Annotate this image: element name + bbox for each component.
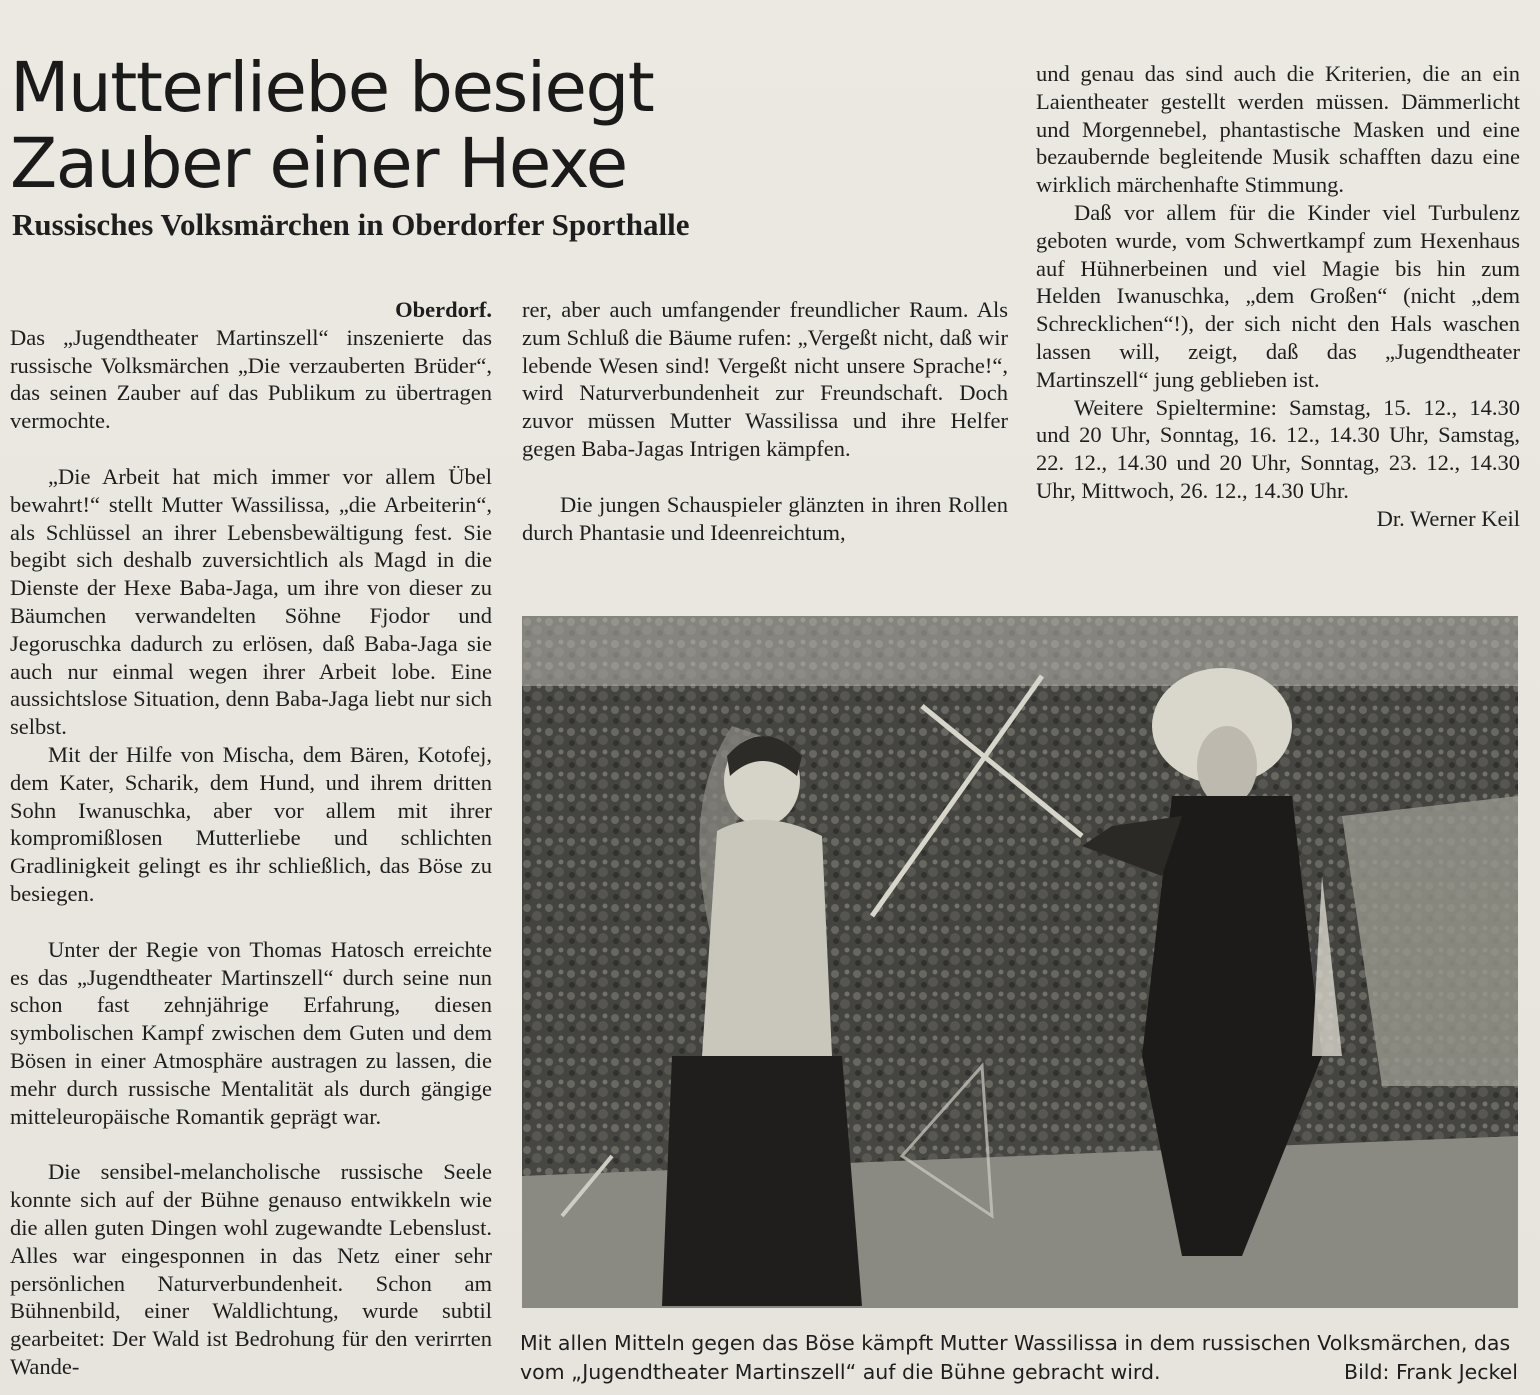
paragraph: Das „Jugendtheater Martinszell“ inszenierte das russische Volksmärchen „Die verzauberten Brüder“, das seinen Zauber auf das Publikum zu übertragen vermochte. (10, 324, 492, 434)
paragraph: „Die Arbeit hat mich immer vor allem Übel bewahrt!“ stellt Mutter Wassilissa, „die Arbeiterin“, als Schlüssel an ihrer Lebensbewältigung fest. Sie begibt sich deshalb zuversichtlich als Magd in die Dienste der Hexe Baba-Jaga, um ihre von dieser zu Bäumchen verwandelten Söhne Fjodor und Jegoruschka dadurch zu erlösen, daß Baba-Jaga sie auch nur einmal wegen ihrer Arbeit lobe. Eine aussichtslose Situation, denn Baba-Jaga liebt nur sich selbst. (10, 463, 492, 740)
headline (10, 50, 750, 202)
article-photo (522, 616, 1518, 1308)
paragraph: rer, aber auch umfangender freundlicher Raum. Als zum Schluß die Bäume rufen: „Vergeßt nicht, daß wir lebende Wesen sind! Vergeßt nicht unsere Sprache!“, wird Naturverbundenheit zur Freundschaft. Doch zuvor müssen Mutter Wassilissa und ihre Helfer gegen Baba-Jagas Intrigen kämpfen. (522, 297, 1008, 461)
paragraph: Die jungen Schauspieler glänzten in ihren Rollen durch Phantasie und Ideenreichtum, (522, 491, 1008, 545)
paragraph: Daß vor allem für die Kinder viel Turbulenz geboten wurde, vom Schwertkampf zum Hexenhaus auf Hühnerbeinen und viel Magie bis hin zum Helden Iwanuschka, „dem Großen“ (nicht „dem Schrecklichen“!), der sich nicht den Hals waschen lassen will, zeigt, daß das „Jugendtheater Martinszell“ jung geblieben ist. (1036, 199, 1520, 392)
paragraph: Unter der Regie von Thomas Hatosch erreichte es das „Jugendtheater Martinszell“ durch seine nun schon fast zehnjährige Erfahrung, diesen symbolischen Kampf zwischen dem Guten und dem Bösen in einer Atmosphäre austragen zu lassen, die mehr durch russische Mentalität als durch gängige mitteleuropäische Romantik geprägt war. (10, 936, 492, 1129)
author-signature: Dr. Werner Keil (1376, 505, 1520, 531)
paragraph: Die sensibel-melancholische russische Seele konnte sich auf der Bühne genauso entwikkeln wie die allen guten Dingen wohl zugewandte Lebenslust. Alles war eingesponnen in das Netz einer sehr persönlichen Naturverbundenheit. Schon am Bühnenbild, einer Waldlichtung, wurde subtil gearbeitet: Der Wald ist Bedrohung für den verirrten Wande- (10, 1159, 492, 1379)
dateline: Oberdorf. (395, 297, 492, 322)
article-column-2 (522, 296, 1008, 546)
photo-credit: Bild: Frank Jeckel (1344, 1360, 1518, 1384)
paragraph (1036, 394, 1520, 531)
article-column-3 (1036, 60, 1520, 533)
headline-line-2: Zauber einer Hexe (10, 124, 627, 204)
performance-dates: Weitere Spieltermine: Samstag, 15. 12., 14.30 und 20 Uhr, Sonntag, 16. 12., 14.30 Uhr, Samstag, 22. 12., 14.30 und 20 Uhr, Sonntag, 23. 12., 14.30 Uhr, Mittwoch, 26. 12., 14.30 Uhr. (1036, 394, 1520, 503)
photo-caption (520, 1329, 1518, 1387)
subheadline: Russisches Volksmärchen in Oberdorfer Sporthalle (12, 207, 690, 242)
caption-text: Mit allen Mitteln gegen das Böse kämpft Mutter Wassilissa in dem russischen Volksmärchen, das vom „Jugendtheater Martinszell“ auf die Bühne gebracht wird. (520, 1331, 1511, 1384)
headline-line-1: Mutterliebe besiegt (10, 48, 654, 128)
photo-scene (522, 616, 1518, 1308)
paragraph: Mit der Hilfe von Mischa, dem Bären, Kotofej, dem Kater, Scharik, dem Hund, und ihrem dritten Sohn Iwanuschka, aber vor allem mit ihrer kompromißlosen Mutterliebe und schlichten Gradlinigkeit gelingt es ihr schließlich, das Böse zu besiegen. (10, 741, 492, 906)
article-column-1 (10, 296, 492, 1381)
paragraph: und genau das sind auch die Kriterien, die an ein Laientheater gestellt werden müssen. Dämmerlicht und Morgennebel, phantastische Masken und eine bezaubernde begleitende Musik schafften dazu eine wirklich märchenhafte Stimmung. (1036, 61, 1520, 198)
